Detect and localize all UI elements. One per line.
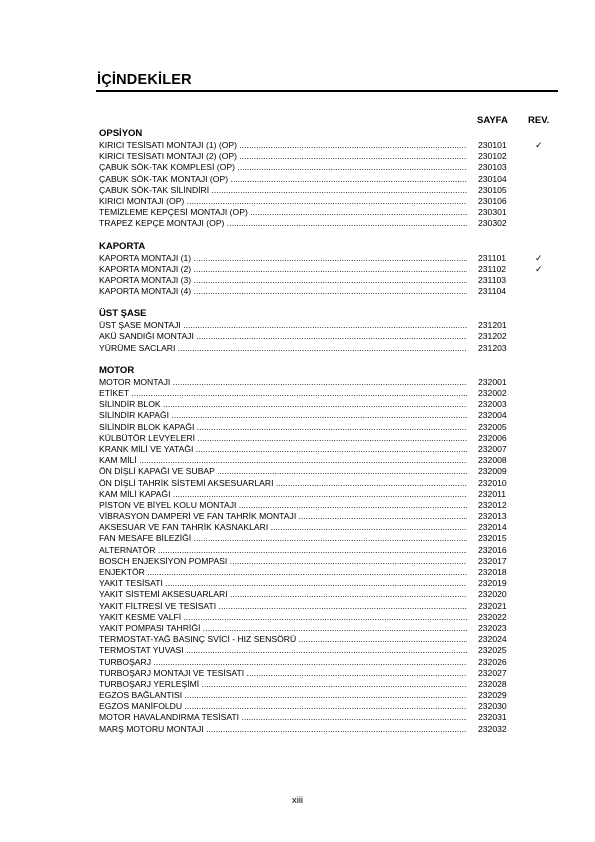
toc-entry[interactable] — [99, 253, 559, 264]
entry-title: SİLİNDİR KAPAĞI ..... — [99, 410, 467, 421]
toc-entry[interactable] — [99, 388, 559, 399]
entry-title: ÇABUK SÖK-TAK MONTAJI (OP) ..... — [99, 174, 467, 185]
toc-entry[interactable] — [99, 331, 559, 342]
entry-title: YAKIT KESME VALFİ ..... — [99, 612, 467, 623]
toc-entry[interactable] — [99, 489, 559, 500]
entry-title: ÇABUK SÖK-TAK KOMPLESİ (OP) ..... — [99, 162, 467, 173]
toc-entry[interactable] — [99, 601, 559, 612]
toc-entry[interactable] — [99, 645, 559, 656]
toc-entry[interactable] — [99, 511, 559, 522]
entry-title: TEMİZLEME KEPÇESİ MONTAJI (OP) ..... — [99, 207, 467, 218]
toc-entry[interactable] — [99, 679, 559, 690]
entry-title: BOSCH ENJEKSİYON POMPASI ..... — [99, 556, 467, 567]
toc-entry[interactable] — [99, 207, 559, 218]
entry-page-number: 231201 — [478, 320, 507, 331]
entry-title: ALTERNATÖR ..... — [99, 545, 467, 556]
toc-entry[interactable] — [99, 657, 559, 668]
toc-entry[interactable] — [99, 533, 559, 544]
section-title: MOTOR — [99, 364, 135, 376]
entry-page-number: 232014 — [478, 522, 507, 533]
toc-entry[interactable] — [99, 589, 559, 600]
entry-page-number: 231203 — [478, 342, 507, 353]
entry-page-number: 230105 — [478, 184, 507, 195]
toc-entry[interactable] — [99, 185, 559, 196]
toc-entry[interactable] — [99, 422, 559, 433]
entry-title: KAPORTA MONTAJI (3) ..... — [99, 275, 467, 286]
entry-title: ETİKET ..... — [99, 388, 467, 399]
toc-entry[interactable] — [99, 712, 559, 723]
page-column-header: SAYFA — [477, 115, 508, 126]
entry-page-number: 232030 — [478, 701, 507, 712]
entry-page-number: 231103 — [478, 274, 507, 285]
toc-entry[interactable] — [99, 444, 559, 455]
entry-title: ÜST ŞASE MONTAJI ..... — [99, 320, 467, 331]
entry-page-number: 230103 — [478, 162, 507, 173]
entry-title: YAKIT SİSTEMİ AKSESUARLARI ..... — [99, 589, 467, 600]
section-title: KAPORTA — [99, 240, 146, 252]
entry-title: KAPORTA MONTAJI (1) ..... — [99, 253, 467, 264]
revision-check-icon: ✓ — [535, 140, 543, 150]
entry-page-number: 232029 — [478, 690, 507, 701]
entry-title: TERMOSTAT YUVASI ..... — [99, 645, 467, 656]
entry-page-number: 231101 — [478, 252, 507, 263]
entry-page-number: 232011 — [478, 488, 507, 499]
entry-title: KAM MİLİ ..... — [99, 455, 467, 466]
entry-page-number: 232018 — [478, 567, 507, 577]
entry-page-number: 232032 — [478, 723, 507, 734]
entry-title: KIRICI TESİSATI MONTAJI (2) (OP) ..... — [99, 151, 467, 162]
entry-page-number: 232015 — [478, 533, 507, 544]
toc-entry[interactable] — [99, 455, 559, 466]
entry-page-number: 232009 — [478, 466, 507, 477]
entry-page-number: 230301 — [478, 207, 507, 218]
entry-page-number: 231202 — [478, 331, 507, 342]
entry-page-number: 231104 — [478, 286, 507, 297]
entry-page-number: 230101 — [478, 140, 507, 150]
toc-entry[interactable] — [99, 623, 559, 634]
toc-section — [99, 307, 559, 354]
entry-page-number: 232010 — [478, 477, 507, 488]
entry-title: TERMOSTAT-YAĞ BASINÇ SVİCİ - HIZ SENSÖRÜ ..... — [99, 634, 467, 645]
rev-column-header: REV. — [528, 115, 550, 126]
toc-entry[interactable] — [99, 162, 559, 173]
toc-entry[interactable] — [99, 522, 559, 533]
entry-title: AKÜ SANDIĞI MONTAJI ..... — [99, 331, 467, 342]
toc-entry[interactable] — [99, 264, 559, 275]
entry-title: ENJEKTÖR ..... — [99, 567, 467, 578]
entry-title: SİLİNDİR BLOK KAPAĞI ..... — [99, 422, 467, 433]
entry-page-number: 232001 — [478, 376, 507, 387]
toc-entry[interactable] — [99, 196, 559, 207]
toc-entry[interactable] — [99, 567, 559, 578]
toc-entry[interactable] — [99, 478, 559, 489]
entry-page-number: 232013 — [478, 511, 507, 522]
toc-entry[interactable] — [99, 140, 559, 151]
toc-entry[interactable] — [99, 174, 559, 185]
entry-page-number: 232025 — [478, 645, 507, 656]
entry-title: MOTOR HAVALANDIRMA TESİSATI ..... — [99, 712, 467, 723]
toc-entry[interactable] — [99, 410, 559, 421]
entry-title: KIRICI TESİSATI MONTAJI (1) (OP) ..... — [99, 140, 467, 151]
entry-title: EGZOS BAĞLANTISI ..... — [99, 690, 467, 701]
entry-title: FAN MESAFE BİLEZİĞİ ..... — [99, 533, 467, 544]
entry-title: ÖN DİŞLİ KAPAĞI VE SUBAP ..... — [99, 466, 467, 477]
entry-title: TURBOŞARJ YERLEŞİMİ ..... — [99, 679, 467, 690]
entry-title: MARŞ MOTORU MONTAJI ..... — [99, 724, 467, 735]
entry-page-number: 232020 — [478, 589, 507, 600]
entry-page-number: 230106 — [478, 195, 507, 206]
toc-entry[interactable] — [99, 466, 559, 477]
entry-title: YAKIT TESİSATI ..... — [99, 578, 467, 589]
toc-entry[interactable] — [99, 275, 559, 286]
entry-page-number: 232003 — [478, 399, 507, 410]
toc-entry[interactable] — [99, 218, 559, 229]
entry-title: SİLİNDİR BLOK ..... — [99, 399, 467, 410]
entry-title: TRAPEZ KEPÇE MONTAJI (OP) ..... — [99, 218, 467, 229]
toc-entry[interactable] — [99, 545, 559, 556]
toc-entry[interactable] — [99, 286, 559, 297]
entry-page-number: 232005 — [478, 421, 507, 432]
toc-section — [99, 127, 559, 230]
entry-page-number: 230102 — [478, 151, 507, 162]
toc-entry[interactable] — [99, 320, 559, 331]
entry-title: PİSTON VE BİYEL KOLU MONTAJI ..... — [99, 500, 467, 511]
entry-page-number: 232019 — [478, 578, 507, 589]
entry-title: MOTOR MONTAJI ..... — [99, 377, 467, 388]
toc-entry[interactable] — [99, 724, 559, 735]
title-underline — [96, 90, 558, 92]
entry-page-number: 232006 — [478, 432, 507, 443]
entry-page-number: 230302 — [478, 218, 507, 229]
entry-page-number: 232007 — [478, 443, 507, 454]
entry-page-number: 232017 — [478, 555, 507, 566]
entry-page-number: 232016 — [478, 544, 507, 555]
entry-page-number: 232028 — [478, 678, 507, 689]
toc-entry[interactable] — [99, 500, 559, 511]
entry-page-number: 232022 — [478, 611, 507, 622]
entry-page-number: 232027 — [478, 667, 507, 678]
entry-title: KÜLBÜTÖR LEVYELERİ ..... — [99, 433, 467, 444]
entry-title: TURBOŞARJ ..... — [99, 657, 467, 668]
entry-title: AKSESUAR VE FAN TAHRİK KASNAKLARI ..... — [99, 522, 467, 533]
toc-entry[interactable] — [99, 433, 559, 444]
entry-title: EGZOS MANİFOLDU ..... — [99, 701, 467, 712]
page-title: İÇİNDEKİLER — [97, 72, 192, 88]
entry-page-number: 232012 — [478, 499, 507, 510]
entry-page-number: 232008 — [478, 455, 507, 466]
entry-page-number: 232004 — [478, 410, 507, 421]
entry-page-number: 232023 — [478, 622, 507, 633]
section-title: OPSİYON — [99, 128, 143, 139]
toc-entry[interactable] — [99, 399, 559, 410]
entry-title: YAKIT POMPASI TAHRİĞİ ..... — [99, 623, 467, 634]
toc-entry[interactable] — [99, 377, 559, 388]
toc-entry[interactable] — [99, 343, 559, 354]
toc-entry[interactable] — [99, 634, 559, 645]
entry-title: KIRICI MONTAJI (OP) ..... — [99, 196, 467, 207]
entry-title: KAPORTA MONTAJI (2) ..... — [99, 264, 467, 275]
revision-check-icon: ✓ — [535, 263, 543, 274]
revision-check-icon: ✓ — [535, 252, 543, 263]
entry-page-number: 232021 — [478, 600, 507, 611]
entry-title: VİBRASYON DAMPERİ VE FAN TAHRİK MONTAJI ..... — [99, 511, 467, 522]
entry-title: ÖN DİŞLİ TAHRİK SİSTEMİ AKSESUARLARI ..... — [99, 478, 467, 489]
toc-entry[interactable] — [99, 578, 559, 589]
toc-entry[interactable] — [99, 668, 559, 679]
entry-page-number: 232002 — [478, 388, 507, 398]
toc-entry[interactable] — [99, 690, 559, 701]
entry-page-number: 232031 — [478, 712, 507, 723]
entry-title: TURBOŞARJ MONTAJI VE TESİSATI ..... — [99, 668, 467, 679]
toc-entry[interactable] — [99, 612, 559, 623]
table-of-contents — [99, 127, 559, 745]
toc-entry[interactable] — [99, 151, 559, 162]
entry-title: KRANK MİLİ VE YATAĞI ..... — [99, 444, 467, 455]
entry-title: ÇABUK SÖK-TAK SİLİNDİRİ ..... — [99, 185, 467, 196]
entry-title: YAKIT FİLTRESİ VE TESİSATI ..... — [99, 601, 467, 612]
entry-title: YÜRÜME SACLARI ..... — [99, 343, 467, 354]
page-number: xiii — [291, 795, 304, 806]
toc-section — [99, 240, 559, 298]
toc-section — [99, 364, 559, 735]
toc-entry[interactable] — [99, 556, 559, 567]
entry-page-number: 232024 — [478, 634, 507, 645]
toc-entry[interactable] — [99, 701, 559, 712]
entry-title: KAPORTA MONTAJI (4) ..... — [99, 286, 467, 297]
entry-page-number: 230104 — [478, 173, 507, 184]
entry-page-number: 231102 — [478, 263, 507, 274]
entry-title: KAM MİLİ KAPAĞI ..... — [99, 489, 467, 500]
entry-page-number: 232026 — [478, 656, 507, 667]
section-title: ÜST ŞASE — [99, 308, 147, 320]
